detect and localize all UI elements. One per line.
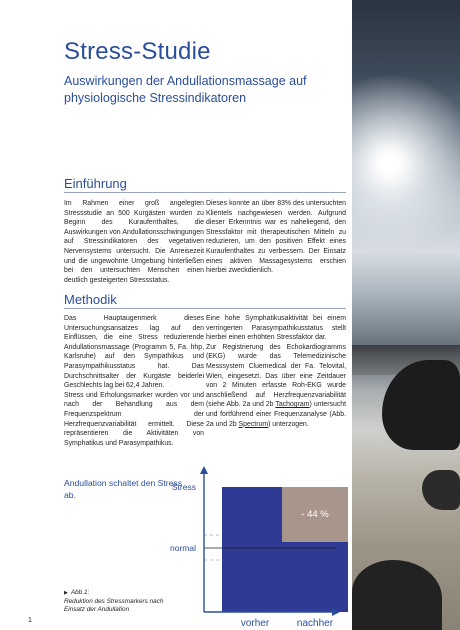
ytick-label: normal [170, 543, 196, 553]
tachogram-link[interactable]: Tachogram [275, 401, 310, 409]
paragraph: Stress und Erholungsmarker wurden vor und nach der Behandlung aus dem Frequenzspektrum der Herzfrequenzvariabilität ermittelt. Diese repräsentieren die Aktivitäten von Symphatikus und Parasympathikus. [64, 391, 204, 447]
page-subtitle: Auswirkungen der Andullationsmassage auf physiologische Stressindikatoren [64, 74, 307, 105]
section-heading-einfuehrung: Einführung [64, 176, 127, 191]
section-heading-methodik: Methodik [64, 292, 117, 307]
figure-label: Abb.1: [70, 589, 90, 596]
text-run: Zur Registrierung des Echokardiogramms (EKG) wurde das Telemedizinische Messsystem Cluemedical der Fa. Telovital, Wien, eingesetzt. Das über eine Zeitdauer von 2 Minuten erfasste Roh-EKG wurde anschließend auf Herzfrequenzvariabilität (siehe Abb. 2a und 2b [206, 343, 346, 409]
paragraph: Dieses konnte an über 83% des untersuchten Klientels nachgewiesen werden. Aufgrund dieser Erkenntnis war es naheliegend, den Stressfaktor mit therapeutischen Mitteln zu reduzieren, um den positiven Effekt eines Kuraufenthaltes zu verbessern. Der Einsatz eines aktiven Massagesystems erschien hierbei zweckdienlich. [206, 200, 346, 275]
figure-caption-text: Reduktion des Stressmarkers nach Einsatz der Andullation [64, 597, 164, 614]
category-label: nachher [296, 618, 334, 629]
category-label: vorher [240, 618, 270, 629]
page-number: 1 [28, 617, 32, 624]
reduction-label: - 44 % [301, 509, 329, 520]
bar [282, 542, 348, 612]
spectrum-link[interactable]: Spectrum [238, 420, 269, 428]
paragraph: Eine hohe Symphatikusaktivität bei einem verringerten Parasympathikusstatus stellt hierbei einen erhöhten Stressfaktor dar. [206, 315, 346, 342]
figure-caption [64, 589, 184, 615]
chart-title: Andullation schaltet den Stress ab. [64, 478, 182, 500]
y-axis-arrow-icon [200, 466, 208, 474]
caption-arrow-icon: ▶ [64, 590, 68, 596]
ytick-label: Stress [171, 482, 196, 492]
text-run: ) unterzogen. [268, 420, 309, 428]
page-title: Stress-Studie [64, 38, 211, 65]
paragraph: Das Hauptaugenmerk dieses Untersuchungsansatzes lag auf den Einflüssen, die eine Stress reduzierende Andullationsmassage (Programm 5, Fa. hhp, Karlsruhe) auf den Sympathikus und Parasympathikusstatus hat. Das Durchschnittsalter der Kurgäste beiderlei Geschlechts lag bei 62,4 Jahren. [64, 315, 204, 390]
bar [222, 487, 288, 612]
text-run: ) untersucht und fortführend einer Frequenzanalyse (Abb. 2a und 2b [206, 401, 346, 428]
paragraph: Im Rahmen einer groß angelegten Stressstudie an 500 Kurgästen wurden zu Beginn des Kuraufenthaltes, die Auswirkungen von Andullationsschwingungen auf Stressindikatoren des vegetativen Nervensystems untersucht. Die Anreisezeit und die ungewohnte Umgebung hinterließen bei den untersuchten Menschen einen deutlich gesteigerten Stressstatus. [64, 200, 204, 284]
